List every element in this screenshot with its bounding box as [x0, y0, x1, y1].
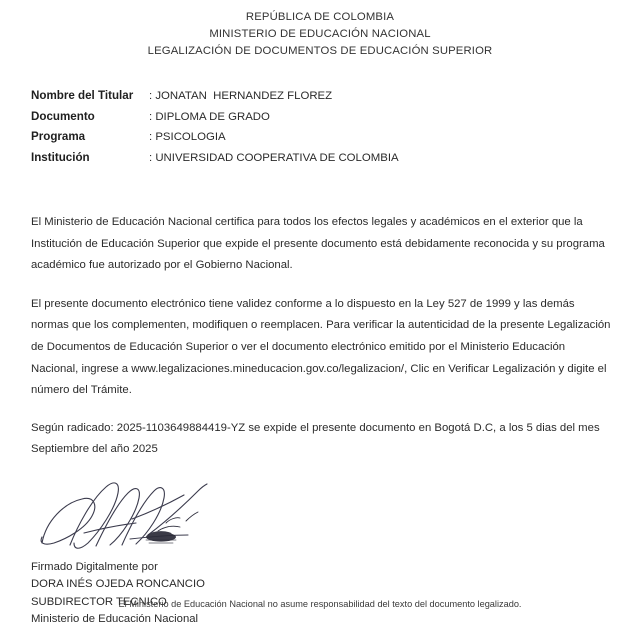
field-row-programa — [31, 127, 640, 148]
field-value-nombre: : JONATAN HERNANDEZ FLOREZ — [149, 90, 333, 102]
signature-area — [0, 481, 640, 559]
field-label-documento: Documento — [31, 109, 95, 123]
field-label-programa: Programa — [31, 130, 86, 143]
signer-name: DORA INÉS OJEDA RONCANCIO — [31, 578, 205, 591]
signer-entity: Ministerio de Educación Nacional — [31, 613, 199, 626]
paragraph-radicado: Según radicado: 2025-1103649884419-YZ se expide el presente documento en Bogotá D.C, a los 5 dias del mes Septiembre del año 2025 — [31, 421, 600, 456]
document-footer — [0, 598, 640, 611]
document-header — [0, 0, 640, 60]
field-row-documento — [31, 107, 640, 128]
signer-title: SUBDIRECTOR TECNICO — [31, 595, 167, 608]
field-row-nombre — [31, 86, 640, 107]
field-value-institucion: : UNIVERSIDAD COOPERATIVA DE COLOMBIA — [149, 151, 399, 164]
header-line-country: REPÚBLICA DE COLOMBIA — [245, 11, 395, 23]
handwritten-signature-icon — [30, 473, 220, 563]
field-label-institucion: Institución — [31, 150, 90, 164]
field-label-nombre: Nombre del Titular — [31, 89, 134, 102]
footer-disclaimer: El Ministerio de Educación Nacional no asume responsabilidad del texto del documento legalizado. — [118, 599, 522, 609]
signed-by-label: Firmado Digitalmente por — [31, 560, 158, 573]
document-body — [0, 212, 640, 461]
field-value-programa: : PSICOLOGIA — [149, 131, 226, 143]
header-line-subject: LEGALIZACIÓN DE DOCUMENTOS DE EDUCACIÓN SUPERIOR — [147, 45, 493, 57]
field-value-documento: : DIPLOMA DE GRADO — [149, 110, 270, 123]
paragraph-certification: El Ministerio de Educación Nacional certifica para todos los efectos legales y académicos en el exterior que la Institución de Educación Superior que expide el presente documento está debidamente reconocida y su programa académico fue autorizado por el Gobierno Nacional. — [31, 216, 605, 272]
signature-block — [0, 559, 640, 629]
header-line-ministry: MINISTERIO DE EDUCACIÓN NACIONAL — [209, 28, 431, 40]
paragraph-legal-validity: El presente documento electrónico tiene validez conforme a lo dispuesto en la Ley 527 de 1999 y las demás normas que los complementen, modifiquen o reemplacen. Para verificar la autenticidad de la presente Legalización de Documentos de Educación Superior o ver el documento electrónico emitido por el Ministerio Educación Nacional, ingrese a www.legalizaciones.mineducacion.gov.co/legalizacion/, Clic en Verificar Legalización y digite el número del Trámite. — [31, 297, 611, 397]
field-row-institucion — [31, 148, 640, 169]
holder-details — [0, 86, 640, 168]
